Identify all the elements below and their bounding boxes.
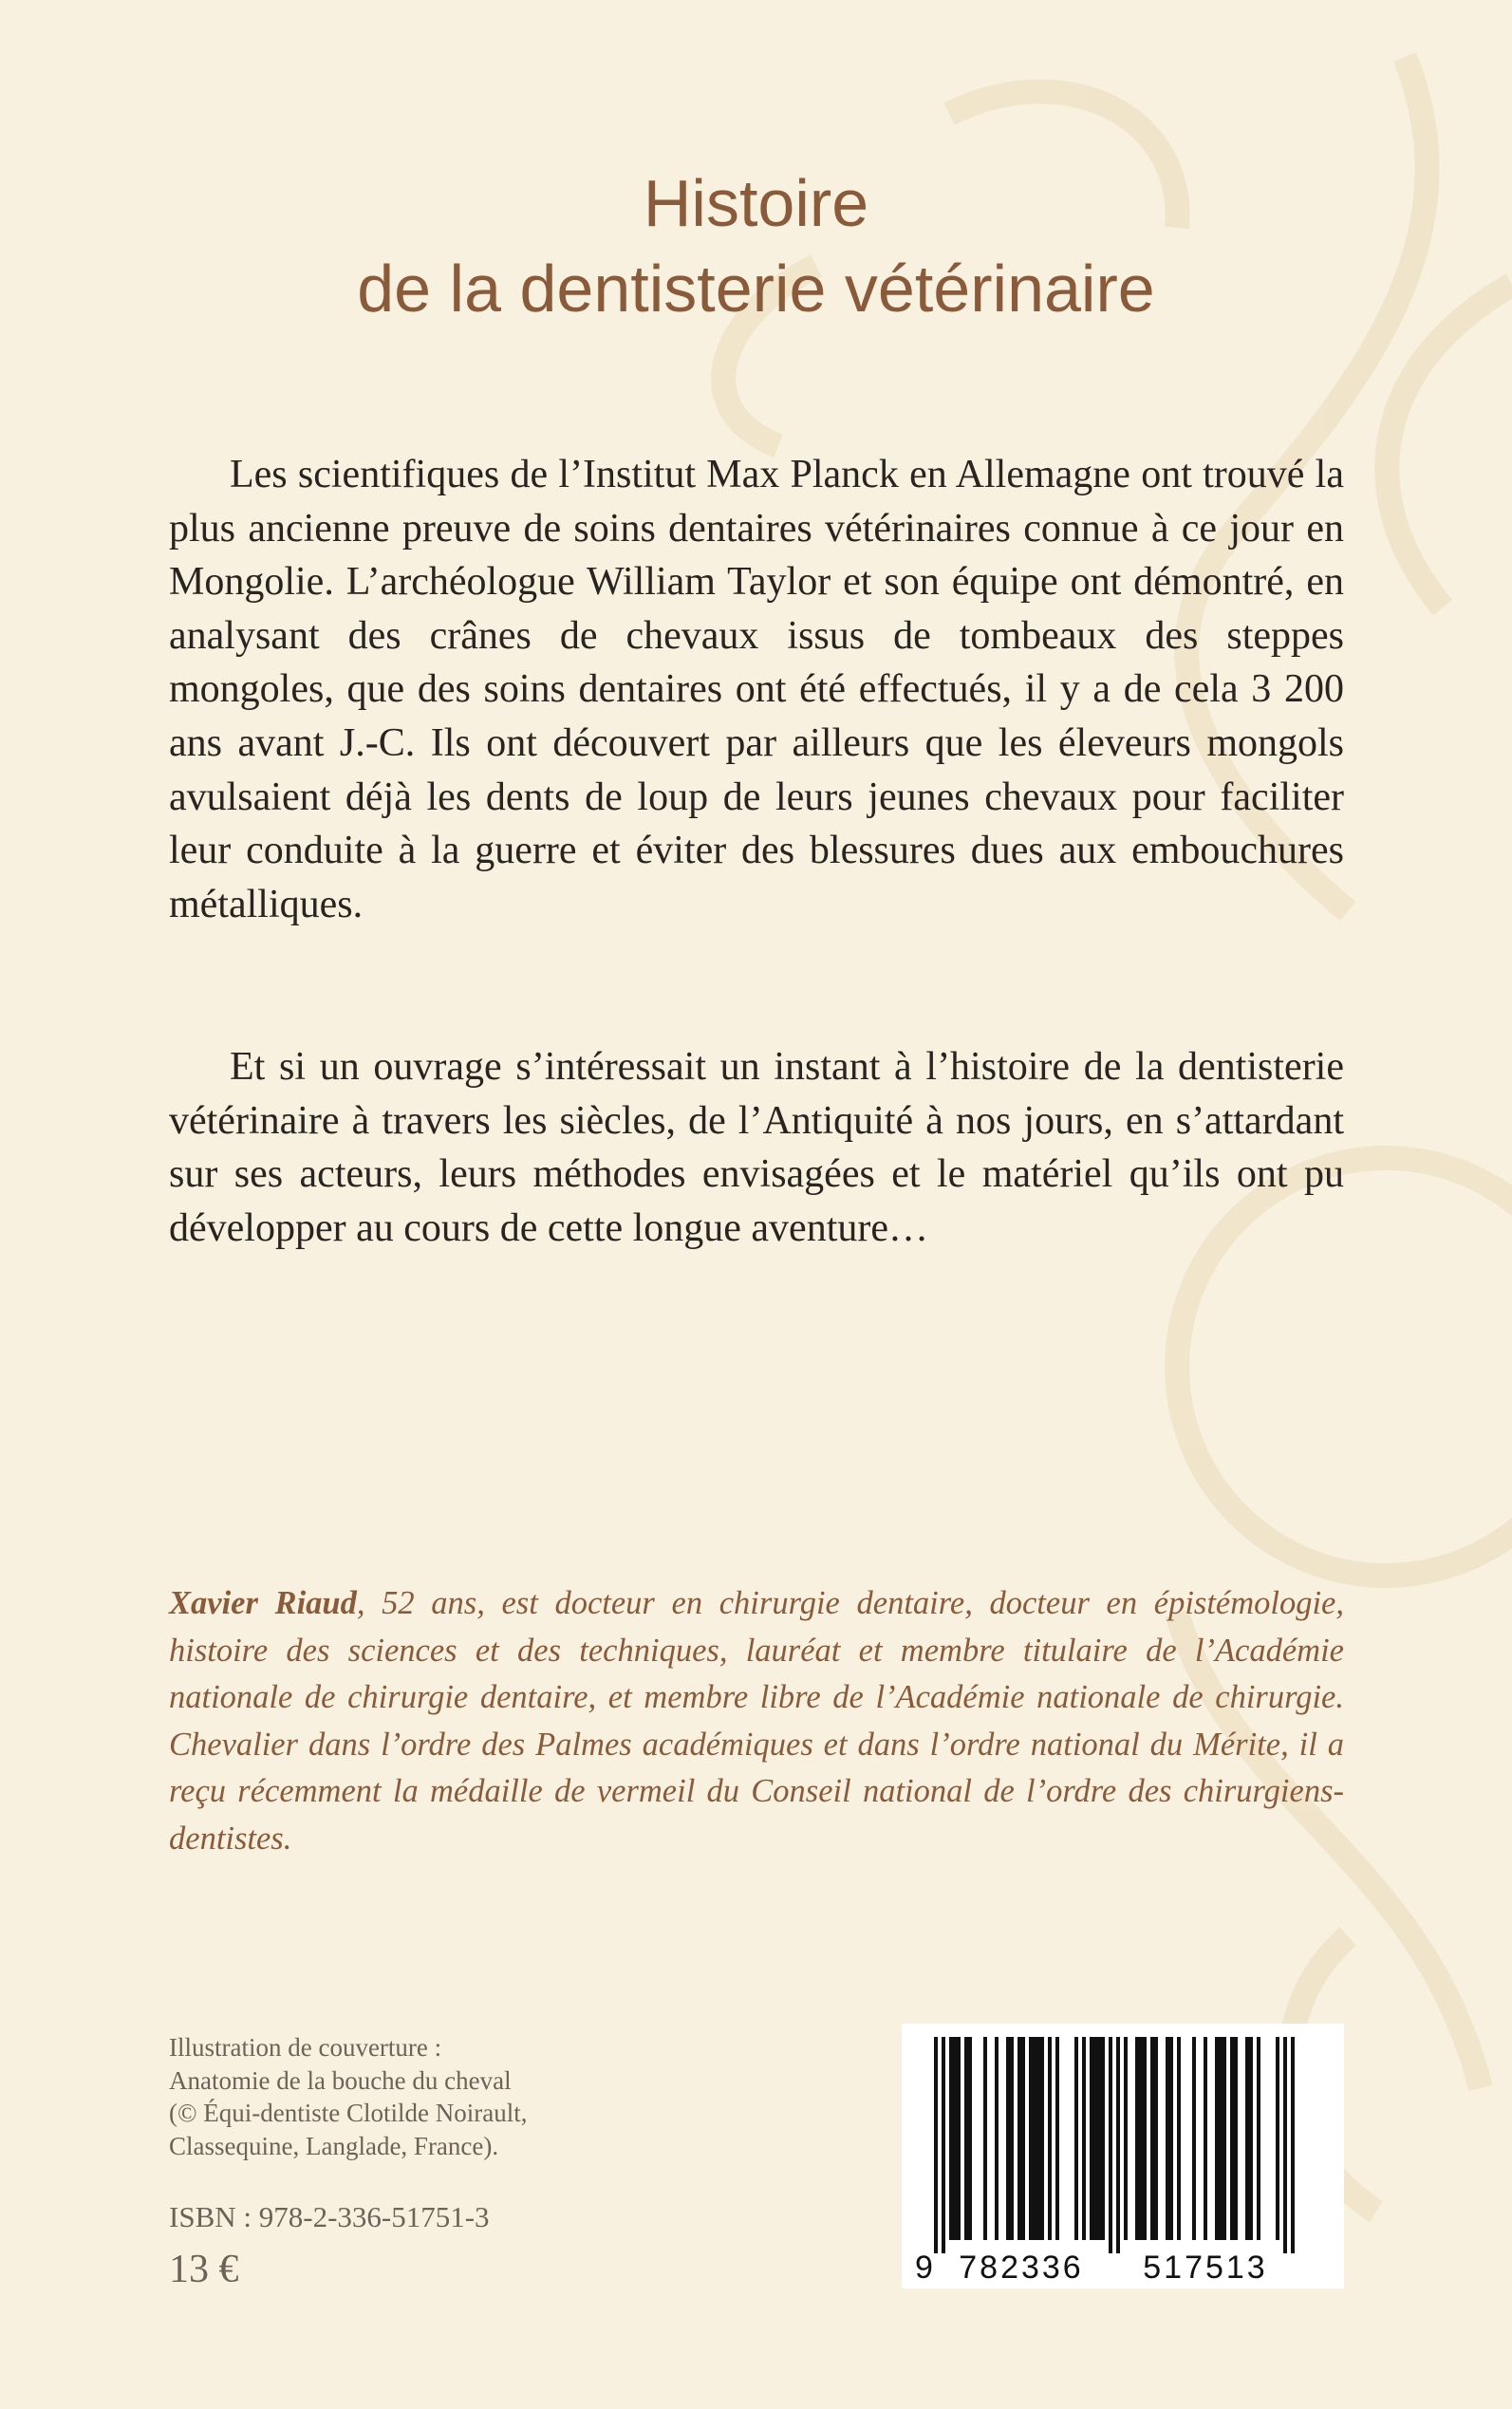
barcode-bar	[1283, 2037, 1287, 2253]
barcode-bar	[1234, 2037, 1238, 2240]
barcode-bar	[957, 2037, 961, 2240]
barcode-bar	[1215, 2037, 1219, 2240]
author-name: Xavier Riaud	[169, 1585, 357, 1621]
author-bio	[169, 1580, 1344, 1863]
barcode-bar	[1036, 2037, 1040, 2240]
barcode-bar	[1192, 2037, 1196, 2240]
barcode-bar	[1219, 2037, 1223, 2240]
barcode-bars	[934, 2037, 1295, 2253]
barcode-bar	[1029, 2037, 1033, 2240]
barcode-bar	[1082, 2037, 1086, 2240]
barcode-bar	[1143, 2037, 1147, 2240]
barcode-bar	[1101, 2037, 1105, 2240]
credit-line-3: (© Équi-dentiste Clotilde Noirault,	[169, 2099, 528, 2127]
barcode-digits-right: 517513	[1143, 2250, 1268, 2286]
credit-line-2: Anatomie de la bouche du cheval	[169, 2065, 512, 2095]
barcode-bar	[1135, 2037, 1139, 2240]
barcode-bar	[1139, 2037, 1143, 2240]
barcode-bar	[983, 2037, 987, 2240]
barcode-bar	[1204, 2037, 1207, 2240]
barcode-bar	[1124, 2037, 1128, 2240]
barcode-bar	[1021, 2037, 1025, 2240]
barcode-bar	[968, 2037, 972, 2240]
barcode-bar	[1154, 2037, 1158, 2240]
credit-line-4: Classequine, Langlade, France).	[169, 2131, 499, 2160]
barcode-bar	[934, 2037, 938, 2253]
barcode-bar	[1223, 2037, 1226, 2240]
author-bio-text: , 52 ans, est docteur en chirurgie dentaire, docteur en épistémologie, histoire des sciences et des techniques, lauréat et membre titulaire de l’Académie nationale de chirurgie dentaire, et membre libre de l’Académie nationale de chirurgie. Chevalier dans l’ordre des Palmes académiques et dans l’ordre national du Mérite, il a reçu récemment la médaille de vermeil du Conseil national de l’ordre des chirurgiens-dentistes.	[169, 1585, 1344, 1857]
book-title-line-1: Histoire	[643, 166, 869, 240]
cover-illustration-credit	[169, 2031, 700, 2162]
barcode-image	[902, 2024, 1344, 2288]
credit-line-1: Illustration de couverture :	[169, 2033, 442, 2062]
barcode-bar	[1245, 2037, 1249, 2240]
price: 13 €	[169, 2248, 239, 2291]
barcode-bar	[1097, 2037, 1101, 2240]
barcode-bar	[953, 2037, 957, 2240]
barcode-bar	[1055, 2037, 1059, 2240]
barcode-bar	[942, 2037, 945, 2253]
barcode-digit-first: 9	[915, 2250, 933, 2286]
barcode-bar	[1006, 2037, 1010, 2240]
barcode-bar	[995, 2037, 999, 2240]
barcode-bar	[1040, 2037, 1044, 2240]
barcode-bar	[1276, 2037, 1279, 2240]
barcode	[902, 2024, 1344, 2288]
barcode-bar	[1249, 2037, 1253, 2240]
book-title-line-2: de la dentisterie vétérinaire	[357, 252, 1155, 326]
isbn: ISBN : 978-2-336-51751-3	[169, 2200, 490, 2233]
barcode-bar	[1230, 2037, 1234, 2240]
barcode-bar	[1017, 2037, 1021, 2240]
blurb-paragraph-2: Et si un ouvrage s’intéressait un instant à l’histoire de la dentisterie vétérinaire à travers les siècles, de l’Antiquité à nos jours, en s’attardant sur ses acteurs, leurs méthodes envisagées et le matériel qu’ils ont pu développer au cours de cette longue aventure…	[169, 1045, 1344, 1250]
blurb-paragraph-1: Les scientifiques de l’Institut Max Planck en Allemagne ont trouvé la plus ancienne preuve de soins dentaires vétérinaires connue à ce jour en Mongolie. L’archéologue William Taylor et son équipe ont démontré, en analysant des crânes de chevaux issus de tombeaux des steppes mongoles, que des soins dentaires ont été effectués, il y a de cela 3 200 ans avant J.-C. Ils ont découvert par ailleurs que les éleveurs mongols avulsaient déjà les dents de loup de leurs jeunes chevaux pour faciliter leur conduite à la guerre et éviter des blessures dues aux embouchures métalliques.	[169, 453, 1344, 926]
barcode-bar	[1257, 2037, 1260, 2240]
barcode-bar	[1048, 2037, 1052, 2240]
barcode-bar	[1033, 2037, 1036, 2240]
barcode-bar	[1166, 2037, 1169, 2240]
barcode-bar	[1116, 2037, 1120, 2253]
barcode-bar	[1169, 2037, 1173, 2240]
barcode-bar	[1090, 2037, 1093, 2240]
barcode-bar	[1150, 2037, 1154, 2240]
barcode-bar	[1010, 2037, 1014, 2240]
barcode-bar	[1109, 2037, 1112, 2253]
barcode-bar	[1074, 2037, 1078, 2240]
barcode-bar	[1093, 2037, 1097, 2240]
barcode-bar	[964, 2037, 968, 2240]
barcode-bar	[949, 2037, 953, 2240]
barcode-digits-left: 782336	[959, 2250, 1084, 2286]
barcode-bar	[1291, 2037, 1295, 2253]
barcode-bar	[1177, 2037, 1181, 2240]
